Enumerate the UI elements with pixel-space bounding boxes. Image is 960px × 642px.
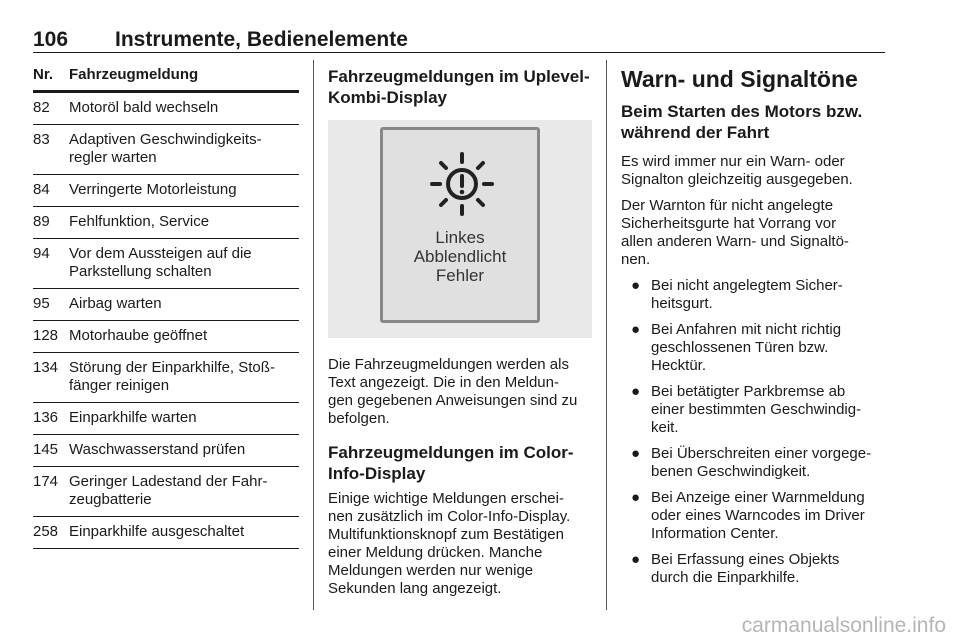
bullet-line: Bei Erfassung eines Objekts xyxy=(651,551,840,568)
col-nr-header: Nr. xyxy=(33,66,54,83)
display-figure xyxy=(328,120,592,338)
message-line: Störung der Einparkhilfe, Stoß- xyxy=(69,359,275,376)
display-line: Linkes xyxy=(435,228,485,247)
bullet-line: Bei Überschreiten einer vorgege- xyxy=(651,445,872,462)
heading-line: Info-Display xyxy=(328,464,426,483)
col-msg-header: Fahrzeugmeldung xyxy=(69,66,199,83)
message-line: Parkstellung schalten xyxy=(69,263,212,280)
message-text xyxy=(69,473,299,509)
warning-paragraph-2 xyxy=(621,197,887,269)
warning-paragraph-1 xyxy=(621,153,887,189)
message-text xyxy=(69,213,299,231)
bullet-line: Bei Anzeige einer Warnmeldung xyxy=(651,489,865,506)
message-line: Einparkhilfe warten xyxy=(69,409,197,426)
table-row xyxy=(33,175,299,207)
table-row xyxy=(33,353,299,403)
bullet-dot-icon: ● xyxy=(631,445,641,462)
header-rule xyxy=(33,52,885,53)
bullet-line: Bei betätigter Parkbremse ab xyxy=(651,383,846,400)
chapter-title: Instrumente, Bedienelemente xyxy=(115,28,408,51)
text-line: nen. xyxy=(621,251,651,268)
message-number: 94 xyxy=(33,245,50,262)
message-line: Airbag warten xyxy=(69,295,162,312)
table-row xyxy=(33,435,299,467)
message-text xyxy=(69,359,299,395)
column-divider-2 xyxy=(606,60,607,610)
text-line: Sekunden lang angezeigt. xyxy=(328,580,502,597)
warning-subheading xyxy=(621,101,887,143)
message-number: 258 xyxy=(33,523,59,540)
warning-tones-section xyxy=(621,66,887,595)
list-item xyxy=(621,445,887,481)
message-text xyxy=(69,295,299,313)
message-number: 82 xyxy=(33,99,50,116)
bullet-line: Bei Anfahren mit nicht richtig xyxy=(651,321,842,338)
warning-bullet-list xyxy=(621,277,887,587)
message-number: 89 xyxy=(33,213,50,230)
uplevel-paragraph xyxy=(328,356,594,428)
text-line: Es wird immer nur ein Warn- oder xyxy=(621,153,845,170)
text-line: einer Meldung drücken. Manche xyxy=(328,544,543,561)
warning-tones-title: Warn- und Signaltöne xyxy=(621,66,858,92)
text-line: Multifunktionsknopf zum Bestätigen xyxy=(328,526,564,543)
color-info-paragraph xyxy=(328,490,594,598)
bullet-line: Hecktür. xyxy=(651,357,707,374)
table-row xyxy=(33,125,299,175)
message-line: Motorhaube geöffnet xyxy=(69,327,208,344)
bullet-dot-icon: ● xyxy=(631,321,641,338)
message-table xyxy=(33,66,299,549)
text-line: Meldungen werden nur wenige xyxy=(328,562,534,579)
heading-line: Beim Starten des Motors bzw. xyxy=(621,102,863,121)
message-text xyxy=(69,99,299,117)
message-line: Fehlfunktion, Service xyxy=(69,213,210,230)
table-row xyxy=(33,93,299,125)
bullet-line: Bei nicht angelegtem Sicher- xyxy=(651,277,843,294)
heading-line: Fahrzeugmeldungen im Color- xyxy=(328,443,574,462)
message-number: 145 xyxy=(33,441,59,458)
bullet-dot-icon: ● xyxy=(631,277,641,294)
page-number: 106 xyxy=(33,28,69,51)
message-number: 174 xyxy=(33,473,59,490)
message-number: 83 xyxy=(33,131,50,148)
table-row xyxy=(33,403,299,435)
column-divider-1 xyxy=(313,60,314,610)
message-number: 84 xyxy=(33,181,50,198)
bullet-dot-icon: ● xyxy=(631,383,641,400)
bullet-line: einer bestimmten Geschwindig- xyxy=(651,401,862,418)
table-row xyxy=(33,289,299,321)
bullet-line: oder eines Warncodes im Driver xyxy=(651,507,865,524)
bullet-line: durch die Einparkhilfe. xyxy=(651,569,800,586)
display-message xyxy=(383,228,537,285)
message-number: 95 xyxy=(33,295,50,312)
table-row xyxy=(33,321,299,353)
message-number: 128 xyxy=(33,327,59,344)
text-line: gen gegebenen Anweisungen sind zu xyxy=(328,392,578,409)
text-line: nen zusätzlich im Color-Info-Display. xyxy=(328,508,571,525)
message-text xyxy=(69,441,299,459)
message-line: Adaptiven Geschwindigkeits- xyxy=(69,131,262,148)
message-line: Vor dem Aussteigen auf die xyxy=(69,245,252,262)
text-line: allen anderen Warn- und Signaltö- xyxy=(621,233,849,250)
list-item xyxy=(621,551,887,587)
uplevel-section xyxy=(328,66,594,606)
bullet-line: keit. xyxy=(651,419,679,436)
message-text xyxy=(69,409,299,427)
bullet-line: Information Center. xyxy=(651,525,779,542)
watermark: carmanualsonline.info xyxy=(741,614,946,637)
bullet-dot-icon: ● xyxy=(631,489,641,506)
heading-line: Kombi-Display xyxy=(328,88,448,107)
display-line: Fehler xyxy=(435,266,485,285)
table-row xyxy=(33,239,299,289)
table-row xyxy=(33,517,299,549)
message-text xyxy=(69,131,299,167)
bullet-line: benen Geschwindigkeit. xyxy=(651,463,811,480)
list-item xyxy=(621,383,887,437)
heading-line: Fahrzeugmeldungen im Uplevel- xyxy=(328,67,590,86)
message-text xyxy=(69,327,299,345)
heading-line: während der Fahrt xyxy=(621,123,770,142)
message-line: Motoröl bald wechseln xyxy=(69,99,219,116)
text-line: Der Warnton für nicht angelegte xyxy=(621,197,834,214)
text-line: Sicherheitsgurte hat Vorrang vor xyxy=(621,215,837,232)
table-body xyxy=(33,93,299,549)
list-item xyxy=(621,321,887,375)
message-line: Geringer Ladestand der Fahr- xyxy=(69,473,268,490)
message-line: Waschwasserstand prüfen xyxy=(69,441,246,458)
message-line: zeugbatterie xyxy=(69,491,152,508)
message-line: Verringerte Motorleistung xyxy=(69,181,237,198)
message-line: regler warten xyxy=(69,149,157,166)
list-item xyxy=(621,489,887,543)
bullet-line: heitsgurt. xyxy=(651,295,713,312)
bullet-dot-icon: ● xyxy=(631,551,641,568)
table-row xyxy=(33,207,299,239)
message-text xyxy=(69,523,299,541)
table-row xyxy=(33,467,299,517)
message-text xyxy=(69,181,299,199)
list-item xyxy=(621,277,887,313)
message-line: Einparkhilfe ausgeschaltet xyxy=(69,523,245,540)
message-text xyxy=(69,245,299,281)
message-number: 136 xyxy=(33,409,59,426)
headlight-fault-icon xyxy=(427,148,497,218)
text-line: Text angezeigt. Die in den Meldun- xyxy=(328,374,559,391)
text-line: Einige wichtige Meldungen erschei- xyxy=(328,490,564,507)
page-header xyxy=(33,28,885,52)
message-number: 134 xyxy=(33,359,59,376)
bullet-line: geschlossenen Türen bzw. xyxy=(651,339,829,356)
color-info-heading xyxy=(328,442,594,484)
display-line: Abblendlicht xyxy=(413,247,507,266)
text-line: befolgen. xyxy=(328,410,390,427)
uplevel-heading xyxy=(328,66,594,108)
table-header xyxy=(33,66,299,90)
text-line: Die Fahrzeugmeldungen werden als xyxy=(328,356,569,373)
kombi-display xyxy=(380,127,540,323)
message-line: fänger reinigen xyxy=(69,377,170,394)
text-line: Signalton gleichzeitig ausgegeben. xyxy=(621,171,853,188)
